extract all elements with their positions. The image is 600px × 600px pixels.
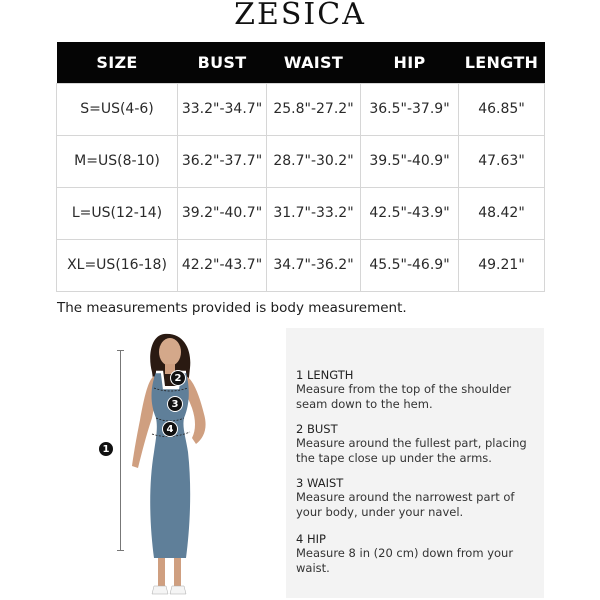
waist-cell: 31.7"-33.2" — [267, 187, 361, 239]
hip-cell: 36.5"-37.9" — [361, 83, 459, 135]
size-cell: XL=US(16-18) — [57, 239, 178, 291]
instruction-length — [296, 368, 541, 412]
length-guide-bottom-tick — [117, 550, 124, 551]
header-length: LENGTH — [459, 42, 545, 83]
header-waist: WAIST — [267, 42, 361, 83]
instruction-desc: Measure from the top of the shoulder seam down to the hem. — [296, 382, 512, 411]
waist-cell: 34.7"-36.2" — [267, 239, 361, 291]
length-cell: 47.63" — [459, 135, 545, 187]
table-row — [57, 83, 545, 135]
instruction-title: 3 WAIST — [296, 476, 344, 490]
header-size: SIZE — [57, 42, 178, 83]
instruction-bust — [296, 422, 541, 466]
size-cell: L=US(12-14) — [57, 187, 178, 239]
model-illustration — [92, 328, 252, 600]
hip-cell: 42.5"-43.9" — [361, 187, 459, 239]
size-cell: S=US(4-6) — [57, 83, 178, 135]
marker-4-badge: 4 — [162, 421, 178, 437]
instruction-desc: Measure around the fullest part, placing the tape close up under the arms. — [296, 436, 527, 465]
table-row — [57, 135, 545, 187]
marker-3-badge: 3 — [167, 396, 183, 412]
bust-cell: 33.2"-34.7" — [178, 83, 267, 135]
instruction-waist — [296, 476, 541, 520]
marker-1-badge: 1 — [98, 441, 114, 457]
bust-cell: 39.2"-40.7" — [178, 187, 267, 239]
header-hip: HIP — [361, 42, 459, 83]
length-cell: 48.42" — [459, 187, 545, 239]
length-cell: 46.85" — [459, 83, 545, 135]
size-cell: M=US(8-10) — [57, 135, 178, 187]
waist-cell: 28.7"-30.2" — [267, 135, 361, 187]
size-chart-table — [56, 42, 545, 292]
model-figure — [92, 328, 252, 600]
length-cell: 49.21" — [459, 239, 545, 291]
table-row — [57, 239, 545, 291]
instruction-title: 4 HIP — [296, 532, 326, 546]
bust-cell: 36.2"-37.7" — [178, 135, 267, 187]
hip-cell: 39.5"-40.9" — [361, 135, 459, 187]
marker-2-badge: 2 — [170, 370, 186, 386]
instruction-hip — [296, 532, 541, 576]
instruction-title: 2 BUST — [296, 422, 338, 436]
instruction-desc: Measure around the narrowest part of your body, under your navel. — [296, 490, 515, 519]
measurement-note: The measurements provided is body measurement. — [57, 300, 407, 316]
brand-logo: ZESICA — [234, 0, 366, 32]
table-row — [57, 187, 545, 239]
length-guide-line — [120, 350, 121, 550]
bust-cell: 42.2"-43.7" — [178, 239, 267, 291]
instruction-title: 1 LENGTH — [296, 368, 354, 382]
hip-cell: 45.5"-46.9" — [361, 239, 459, 291]
header-bust: BUST — [178, 42, 267, 83]
measurement-instructions-panel — [286, 328, 544, 598]
table-header-row — [57, 42, 545, 83]
waist-cell: 25.8"-27.2" — [267, 83, 361, 135]
instruction-desc: Measure 8 in (20 cm) down from your waist. — [296, 546, 514, 575]
length-guide-top-tick — [117, 350, 124, 351]
